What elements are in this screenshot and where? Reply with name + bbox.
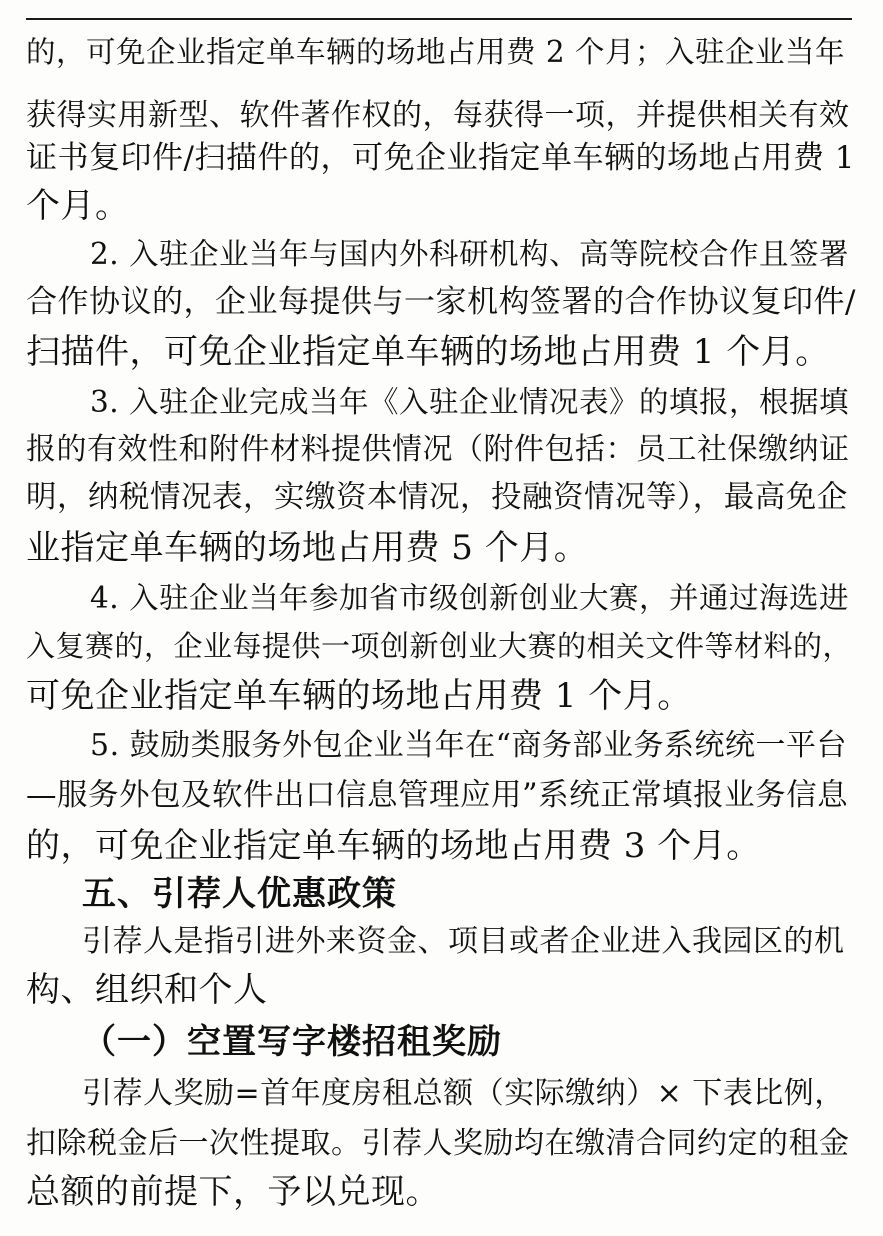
text-line: 个月。 (26, 186, 130, 226)
text-line: 构、组织和个人 (26, 970, 268, 1010)
text-line: 报的有效性和附件材料提供情况（附件包括：员工社保缴纳证 (26, 432, 850, 467)
text-line: 扫描件，可免企业指定单车辆的场地占用费 1 个月。 (26, 332, 830, 372)
text-line: —服务外包及软件出口信息管理应用”系统正常填报业务信息 (26, 778, 849, 813)
text-line: 2. 入驻企业当年与国内外科研机构、高等院校合作且签署 (90, 237, 850, 271)
subsection-heading: （一）空置写字楼招租奖励 (82, 1022, 502, 1062)
text-line: 业指定单车辆的场地占用费 5 个月。 (26, 528, 589, 568)
text-line: 5. 鼓励类服务外包企业当年在“商务部业务系统统一平台 (90, 728, 847, 763)
text-line: 扣除税金后一次性提取。引荐人奖励均在缴清合同约定的租金 (26, 1126, 850, 1161)
text-line: 的，可免企业指定单车辆的场地占用费 2 个月；入驻企业当年 (26, 35, 846, 69)
text-line: 3. 入驻企业完成当年《入驻企业情况表》的填报，根据填 (90, 385, 850, 419)
text-line: 获得实用新型、软件著作权的，每获得一项，并提供相关有效 (26, 98, 850, 133)
text-line: 合作协议的，企业每提供与一家机构签署的合作协议复印件/ (26, 284, 856, 320)
top-divider (26, 18, 852, 20)
text-line: 引荐人奖励=首年度房租总额（实际缴纳）× 下表比例， (82, 1076, 845, 1111)
text-line: 明，纳税情况表，实缴资本情况，投融资情况等），最高免企 (26, 480, 848, 515)
text-line: 4. 入驻企业当年参加省市级创新创业大赛，并通过海选进 (90, 581, 850, 615)
text-line: 引荐人是指引进外来资金、项目或者企业进入我园区的机 (82, 924, 845, 959)
text-line: 入复赛的，企业每提供一项创新创业大赛的相关文件等材料的， (26, 629, 853, 663)
text-line: 总额的前提下，予以兑现。 (26, 1172, 440, 1212)
text-line: 可免企业指定单车辆的场地占用费 1 个月。 (26, 676, 692, 716)
text-line: 的，可免企业指定单车辆的场地占用费 3 个月。 (26, 826, 761, 866)
section-heading: 五、引荐人优惠政策 (82, 874, 397, 914)
text-line: 证书复印件/扫描件的，可免企业指定单车辆的场地占用费 1 (26, 140, 856, 176)
